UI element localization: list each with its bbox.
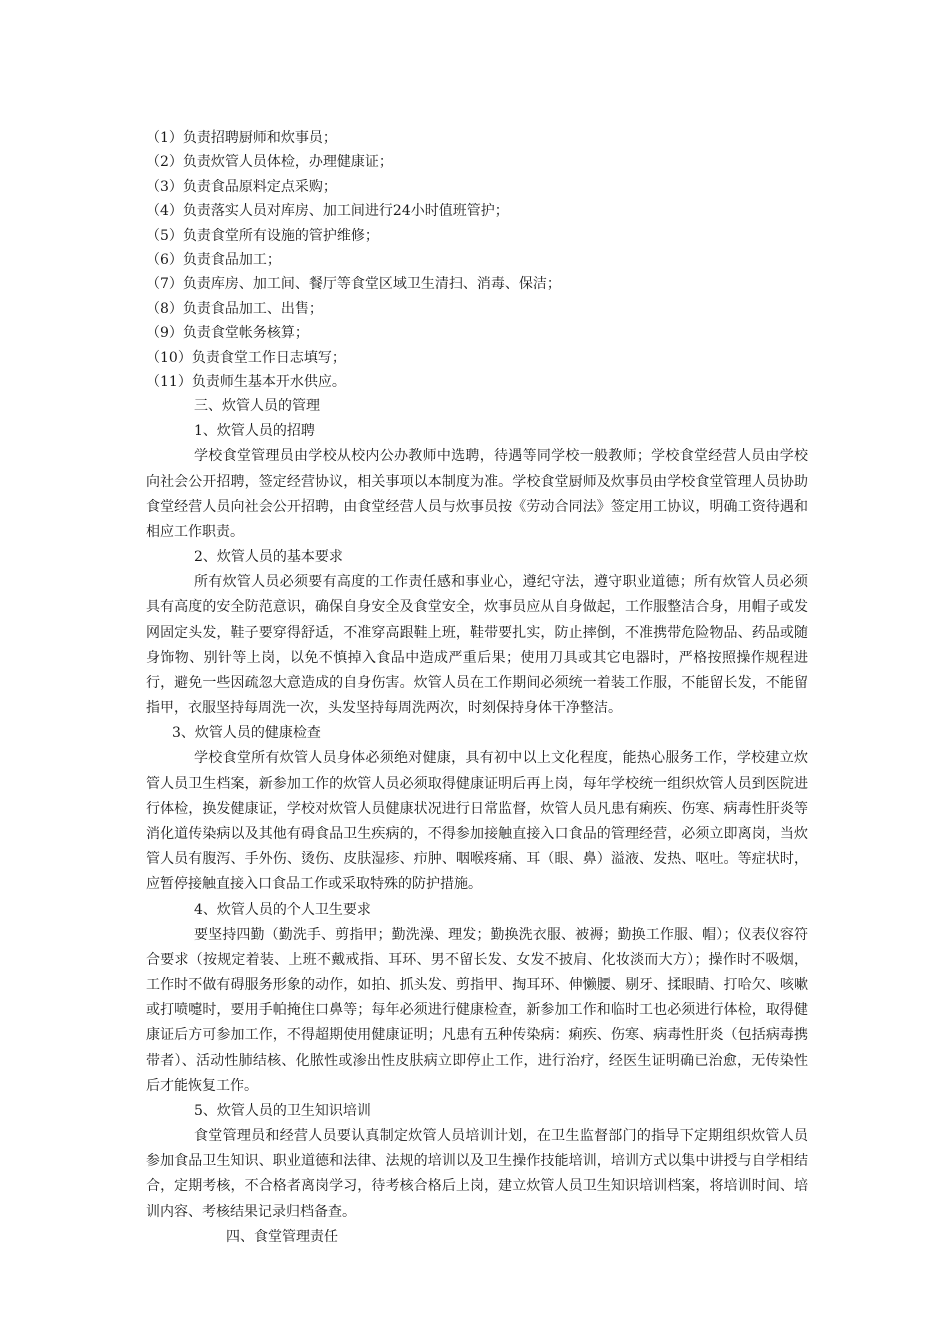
section-heading-4: 四、食堂管理责任: [226, 1228, 338, 1245]
paragraph-recruitment: 学校食堂管理员由学校从校内公办教师中选聘，待遇等同学校一般教师；学校食堂经营人员由学校向社会公开招聘，签定经营协议，相关事项以本制度为准。学校食堂厨师及炊事员由学校食堂管理人员协助食堂经营人员向社会公开招聘，由食堂经营人员与炊事员按《劳动合同法》签定用工协议，明确工资待遇和相应工作职责。: [146, 448, 808, 540]
duty-list: [146, 126, 808, 394]
section-heading-3: 三、炊管人员的管理: [194, 398, 320, 415]
subsection-heading-4: 4、炊管人员的个人卫生要求: [194, 901, 371, 918]
list-item: （1）负责招聘厨师和炊事员；: [146, 130, 337, 146]
paragraph-personal-hygiene: 要坚持四勤（勤洗手、剪指甲；勤洗澡、理发；勤换洗衣服、被褥；勤换工作服、帽）；仪表仪容符合要求（按规定着装、上班不戴戒指、耳环、男不留长发、女发不披肩、化妆淡而大方）；操作时不吸烟，工作时不做有碍服务形象的动作，如拍、抓头发、剪指甲、掏耳环、伸懒腰、剔牙、揉眼睛、打哈欠、咳嗽或打喷嚏时，要用手帕掩住口鼻等；每年必须进行健康检查，新参加工作和临时工也必须进行体检，取得健康证后方可参加工作，不得超期使用健康证明；凡患有五种传染病：痢疾、伤寒、病毒性肝炎（包括病毒携带者）、活动性肺结核、化脓性或渗出性皮肤病立即停止工作，进行治疗，经医生证明确已治愈，无传染性后才能恢复工作。: [146, 926, 808, 1094]
subsection-heading-5: 5、炊管人员的卫生知识培训: [194, 1102, 371, 1119]
list-item: （5）负责食堂所有设施的管护维修；: [146, 227, 379, 244]
subsection-heading-1: 1、炊管人员的招聘: [194, 423, 315, 440]
list-item: （11）负责师生基本开水供应。: [146, 373, 346, 390]
paragraph-hygiene-training: 食堂管理员和经营人员要认真制定炊管人员培训计划，在卫生监督部门的指导下定期组织炊管人员参加食品卫生知识、职业道德和法律、法规的培训以及卫生操作技能培训，培训方式以集中讲授与自学相结合，定期考核，不合格者离岗学习，待考核合格后上岗，建立炊管人员卫生知识培训档案，将培训时间、培训内容、考核结果记录归档备查。: [146, 1127, 808, 1220]
list-item: （7）负责库房、加工间、餐厅等食堂区域卫生清扫、消毒、保洁；: [146, 276, 561, 293]
list-item: （6）负责食品加工；: [146, 251, 281, 268]
list-item: （8）负责食品加工、出售；: [146, 300, 323, 317]
subsection-heading-3: 3、炊管人员的健康检查: [172, 725, 321, 742]
paragraph-health-check: 学校食堂所有炊管人员身体必须绝对健康，具有初中以上文化程度，能热心服务工作，学校建立炊管人员卫生档案，新参加工作的炊管人员必须取得健康证明后再上岗，每年学校统一组织炊管人员到医院进行体检，换发健康证，学校对炊管人员健康状况进行日常监督，炊管人员凡患有痢疾、伤寒、病毒性肝炎等消化道传染病以及其他有碍食品卫生疾病的，不得参加接触直接入口食品的管理经营，必须立即离岗，当炊管人员有腹泻、手外伤、烫伤、皮肤湿疹、疖肿、咽喉疼痛、耳（眼、鼻）溢液、发热、呕吐。等症状时，应暂停接触直接入口食品工作或采取特殊的防护措施。: [146, 750, 808, 893]
paragraph-basic-requirements: 所有炊管人员必须要有高度的工作责任感和事业心，遵纪守法，遵守职业道德；所有炊管人员必须具有高度的安全防范意识，确保自身安全及食堂安全，炊事员应从自身做起，工作服整洁合身，用帽子或发网固定头发，鞋子要穿得舒适，不准穿高跟鞋上班，鞋带要扎实，防止摔倒，不准携带危险物品、药品或随身饰物、别针等上岗，以免不慎掉入食品中造成严重后果；使用刀具或其它电器时，严格按照操作规程进行，避免一些因疏忽大意造成的自身伤害。炊管人员在工作期间必须统一着装工作服，不能留长发，不能留指甲，衣服坚持每周洗一次，头发坚持每周洗两次，时刻保持身体干净整洁。: [146, 574, 808, 717]
list-item: （4）负责落实人员对库房、加工间进行24小时值班管护；: [146, 203, 509, 220]
subsection-heading-2: 2、炊管人员的基本要求: [194, 549, 343, 566]
list-item: （3）负责食品原料定点采购；: [146, 178, 337, 195]
document-page: [146, 126, 808, 1250]
list-item: （10）负责食堂工作日志填写；: [146, 349, 346, 366]
list-item: （2）负责炊管人员体检，办理健康证；: [146, 154, 393, 171]
list-item: （9）负责食堂帐务核算；: [146, 325, 309, 342]
